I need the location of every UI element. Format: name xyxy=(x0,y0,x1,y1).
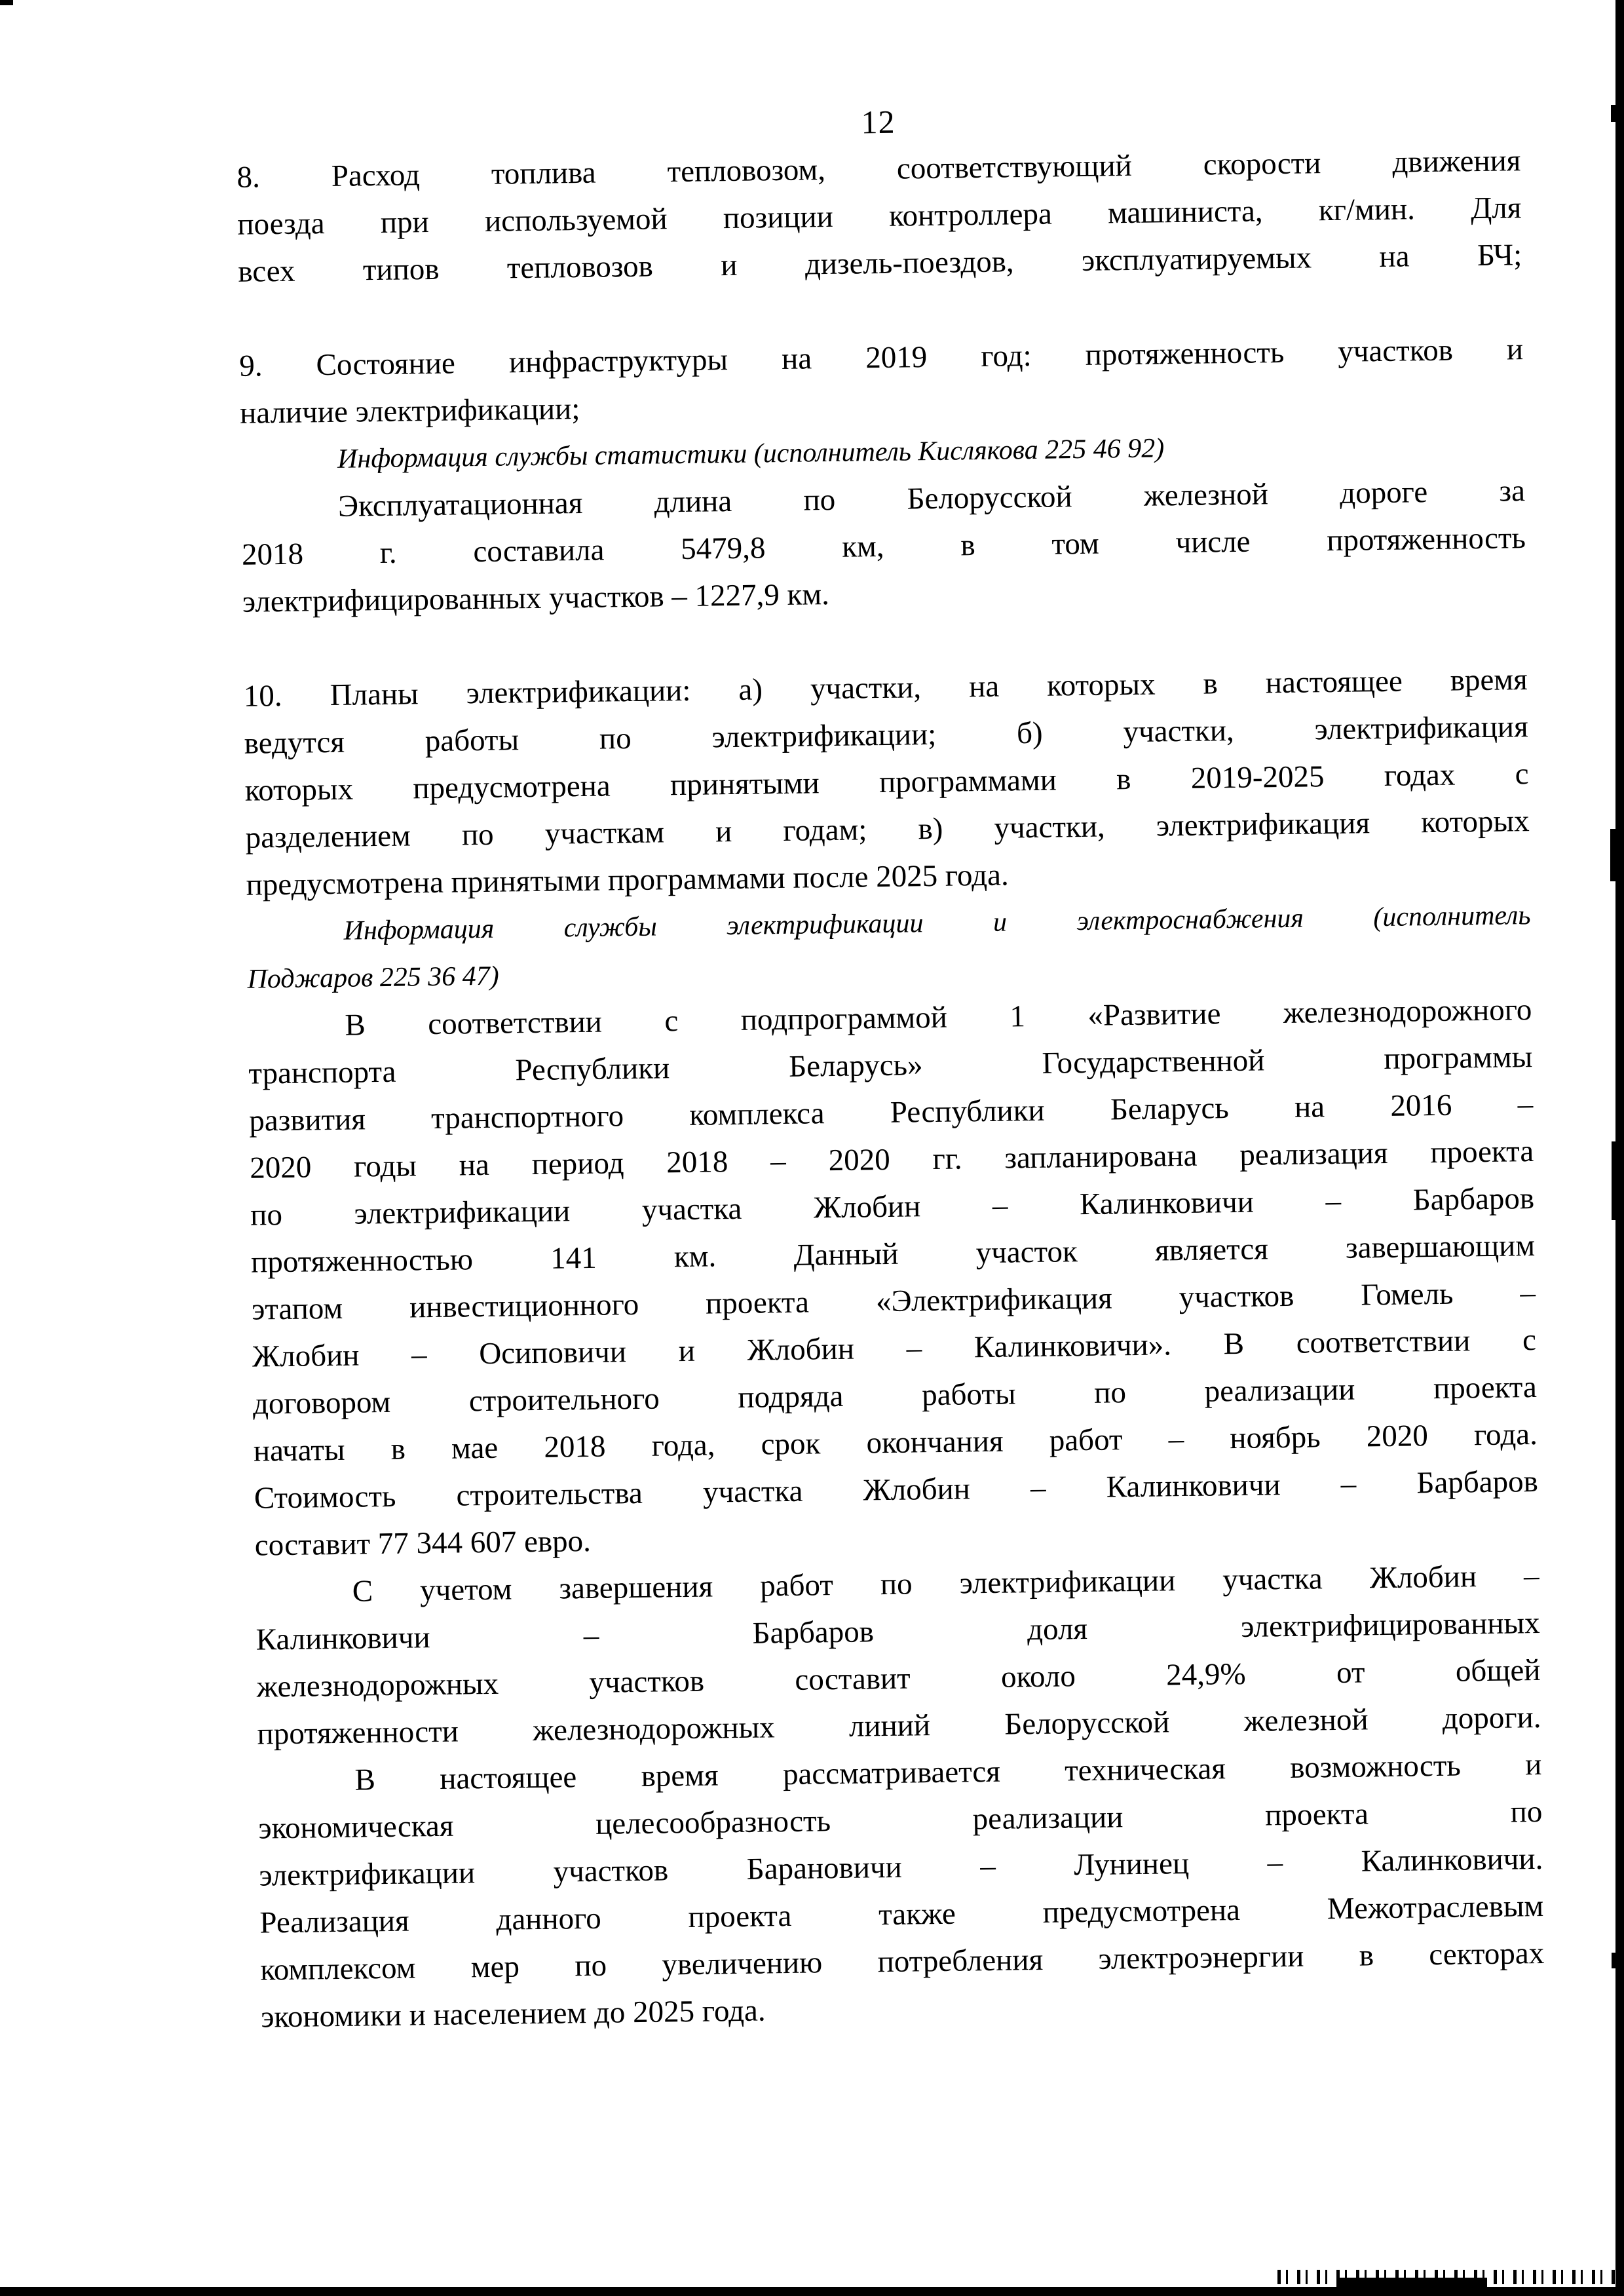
page-content xyxy=(236,90,1545,2040)
text-line: электрификации участков Барановичи – Лунинец – Калинковичи. xyxy=(259,1841,1543,1893)
text-line: протяженности железнодорожных линий Белорусской железной дороги. xyxy=(257,1700,1541,1751)
text-line: предусмотрена принятыми программами после 2025 года. xyxy=(246,858,1009,902)
text-line: Эксплуатационная длина по Белорусской железной дороге за xyxy=(337,474,1526,524)
text-line: ведутся работы по электрификации; б) участки, электрификация xyxy=(244,710,1528,761)
scan-noise-barcode xyxy=(1277,2270,1615,2287)
text-line: разделением по участкам и годам; в) участки, электрификация которых xyxy=(245,804,1530,855)
text-line: протяженностью 141 км. Данный участок является завершающим xyxy=(250,1229,1536,1280)
paragraph-10-body-3 xyxy=(257,1741,1545,2041)
text-line: экономики и населением до 2025 года. xyxy=(260,1993,766,2035)
text-line: экономическая целесообразность реализации проекта по xyxy=(258,1794,1543,1846)
text-line: Жлобин – Осиповичи и Жлобин – Калинковичи». В соответствии с xyxy=(252,1323,1537,1374)
text-line: электрифицированных участков – 1227,9 км. xyxy=(242,577,830,619)
paragraph-9-body xyxy=(241,467,1527,626)
text-line: этапом инвестиционного проекта «Электрификация участков Гомель – xyxy=(251,1276,1536,1327)
text-line: Калинковичи – Барбаров доля электрифицированных xyxy=(255,1605,1540,1657)
text-line: Стоимость строительства участка Жлобин – Калинковичи – Барбаров xyxy=(254,1464,1539,1516)
text-line: Информация службы электрификации и электроснабжения (исполнитель xyxy=(343,900,1531,946)
text-line: В настоящее время рассматривается техническая возможность и xyxy=(354,1747,1542,1797)
document-body xyxy=(236,137,1545,2040)
text-line: Поджаров 225 36 47) xyxy=(247,961,500,995)
text-line: по электрификации участка Жлобин – Калинковичи – Барбаров xyxy=(250,1181,1535,1233)
text-line: В соответствии с подпрограммой 1 «Развитие железнодорожного xyxy=(345,993,1532,1043)
scan-edge-bottom-bar xyxy=(0,2287,1624,2296)
text-line: начаты в мае 2018 года, срок окончания работ – ноябрь 2020 года. xyxy=(253,1417,1538,1468)
text-line: 9. Состояние инфраструктуры на 2019 год: протяженность участков и xyxy=(238,332,1524,383)
scan-noise-mark xyxy=(1612,1141,1615,1220)
text-line: 8. Расход топлива тепловозом, соответствующий скорости движения xyxy=(236,144,1521,195)
paragraph-10-body-2 xyxy=(255,1552,1541,1758)
text-line: наличие электрификации; xyxy=(239,391,580,430)
text-line: договором строительного подряда работы по реализации проекта xyxy=(252,1370,1538,1421)
paragraph-8 xyxy=(236,137,1522,296)
text-line: которых предусмотрена принятыми программами в 2019-2025 годах с xyxy=(244,757,1529,808)
text-line: транспорта Республики Беларусь» Государственной программы xyxy=(248,1040,1533,1091)
scan-noise-mark xyxy=(1610,829,1615,881)
scan-noise-mark xyxy=(1612,1953,1615,1968)
text-line: поезда при используемой позиции контроллера машиниста, кг/мин. Для xyxy=(237,191,1522,242)
paragraph-10-body-1 xyxy=(248,986,1539,1569)
paragraph-10 xyxy=(243,656,1530,909)
text-line: 10. Планы электрификации: а) участки, на которых в настоящее время xyxy=(243,662,1528,714)
page-number: 12 xyxy=(861,103,896,141)
paragraph-9 xyxy=(239,326,1524,437)
text-line: С учетом завершения работ по электрификации участка Жлобин – xyxy=(352,1558,1539,1609)
text-line: всех типов тепловозов и дизель-поездов, эксплуатируемых на БЧ; xyxy=(238,238,1522,289)
text-line: 2020 годы на период 2018 – 2020 гг. запланирована реализация проекта xyxy=(249,1134,1534,1185)
text-line: Информация службы статистики (исполнитель Кислякова 225 46 92) xyxy=(337,433,1165,474)
scan-speck-top-left xyxy=(0,0,13,5)
scan-noise-mark xyxy=(1611,105,1615,122)
note-electrification xyxy=(246,892,1532,1003)
text-line: Реализация данного проекта также предусмотрена Межотраслевым xyxy=(259,1888,1544,1940)
scan-edge-right-bar xyxy=(1615,0,1624,2296)
text-line: развития транспортного комплекса Республики Беларусь на 2016 – xyxy=(249,1087,1534,1138)
text-line: комплексом мер по увеличению потребления электроэнергии в секторах xyxy=(259,1936,1545,1987)
text-line: 2018 г. составила 5479,8 км, в том числе протяженность xyxy=(241,521,1526,572)
text-line: составит 77 344 607 евро. xyxy=(254,1523,592,1563)
text-line: железнодорожных участков составит около 24,9% от общей xyxy=(256,1653,1541,1704)
